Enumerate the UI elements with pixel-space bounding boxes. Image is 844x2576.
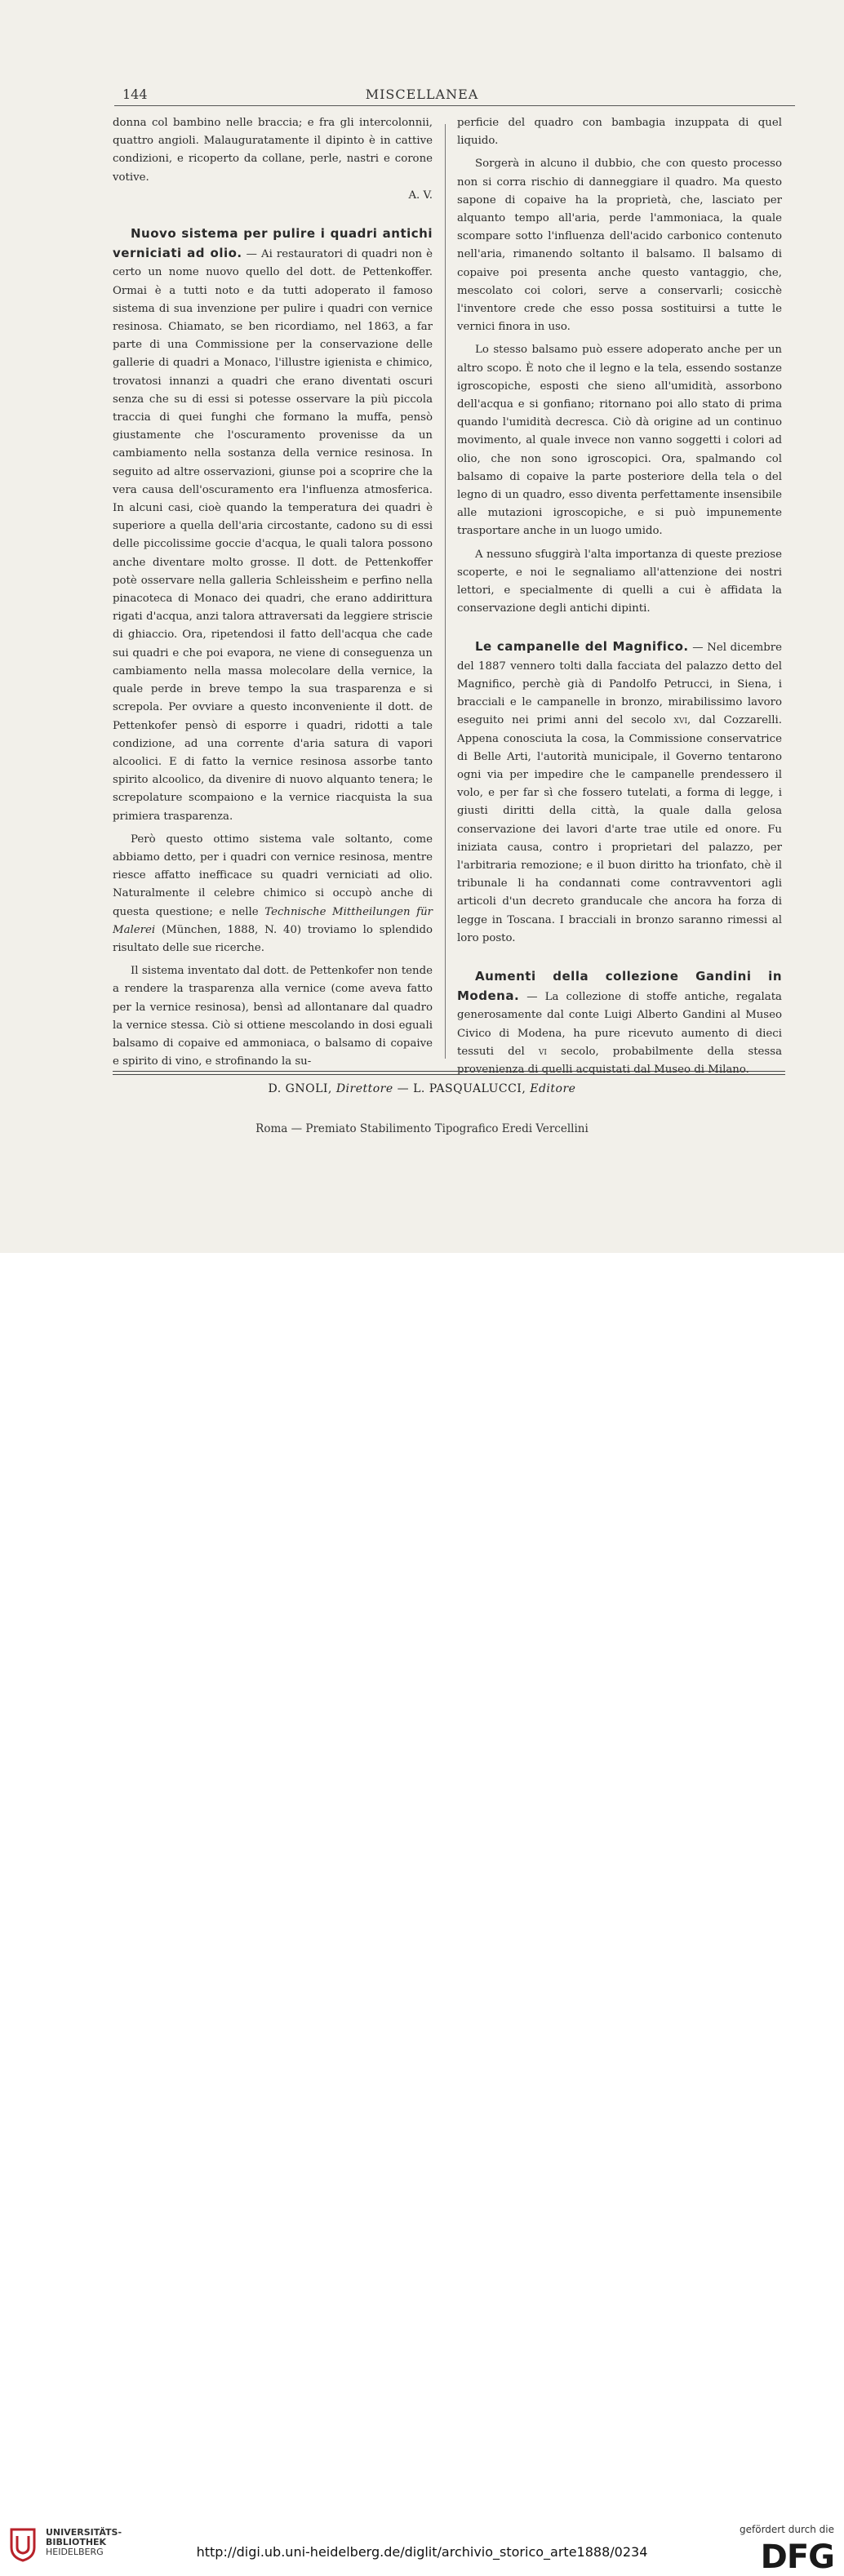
paragraph: perficie del quadro con bambagia inzuppata di quel liquido.: [457, 117, 782, 148]
article-title: Le campanelle del Magnifico.: [475, 639, 689, 655]
running-head: MISCELLANEA: [365, 87, 479, 102]
paragraph: Lo stesso balsamo può essere adoperato anche per un altro scopo. È noto che il legno e la tela, essendo sostanze igroscopiche, esposti che sieno all'umidità, assorbono dell'acqua e si gonfiano; ritornano poi allo stato di prima quando l'umidità decresca. Ciò dà origine ad un continuo movimento, al quale invece non vanno soggetti i colori ad olio, che non sono igroscopici. Ora, spalmando col balsamo di copaive la parte posteriore della tela o del legno di un quadro, esso diventa perfettamente insensibile alle mutazioni igroscopiche, e si può impunemente trasportare anche in un luogo umido.: [457, 344, 782, 538]
printer-imprint: Roma — Premiato Stabilimento Tipografico Eredi Vercellini: [255, 1122, 589, 1135]
library-name: UNIVERSITÄTS- BIBLIOTHEK HEIDELBERG: [46, 2527, 122, 2557]
source-url-link[interactable]: http://digi.ub.uni-heidelberg.de/diglit/archivio_storico_arte1888/0234: [196, 2544, 648, 2560]
paragraph: donna col bambino nelle braccia; e fra gli intercolonnii, quattro angioli. Malauguratamente il dipinto è in cattive condizioni, e ricoperto da collane, perle, nastri e corone votive. A. V.: [113, 114, 433, 205]
article-gandini: Aumenti della collezione Gandini in Modena. — La collezione di stoffe antiche, regalata generosamente dal conte Luigi Alberto Gandini al Museo Civico di Modena, ha pure ricevuto aumento di dieci tessuti del vi secolo, probabilmente della stessa provenienza di quelli acquistati dal Museo di Milano.: [457, 968, 782, 1076]
paragraph: Il sistema inventato dal dott. de Pettenkofer non tende a rendere la trasparenza alla vernice (come aveva fatto per la vernice resinosa), bensì ad allontanare dal quadro la vernice stessa. Ciò si ottiene mescolando in dosi eguali balsamo di copaive ed ammoniaca, o balsamo di copaive e spirito di vino, e strofinando la su-: [113, 965, 433, 1068]
article-campanelle: Le campanelle del Magnifico. — Nel dicembre del 1887 vennero tolti dalla facciata del palazzo detto del Magnifico, perchè già di Pandolfo Petrucci, in Siena, i bracciali e le campanelle in bronzo, mirabilissimo lavoro eseguito nei primi anni del secolo xvi, dal Cozzarelli. Appena conosciuta la cosa, la Commissione conservatrice di Belle Arti, l'autorità municipale, il Governo tentarono ogni via per impedire che le campanelle prendessero il volo, e per far sì che fossero tutelati, a forma di legge, i giusti diritti della città, la quale dalla gelosa conservazione dei lavori d'arte trae utile ed onore. Fu iniziata causa, contro i proprietari del palazzo, per l'arbitraria remozione; e il buon diritto ha trionfato, chè il tribunale li ha condannati come contravventori agli articoli d'un decreto granducale che ancora ha forza di legge in Toscana. I bracciali in bronzo saranno rimessi al loro posto.: [457, 639, 783, 944]
paragraph: Sorgerà in alcuno il dubbio, che con questo processo non si corra rischio di danneggiare il quadro. Ma questo sapone di copaive ha la proprietà, che, lasciato per alquanto tempo all'aria, perde l'ammoniaca, la quale scompare sotto l'influenza dell'acido carbonico contenuto nell'aria, rimanendo soltanto il balsamo. Il balsamo di copaive poi presenta anche questo vantaggio, che, mescolato coi colori, serve a conservarli; cosicchè l'inventore crede che esso possa sostituirsi a tutte le vernici finora in uso.: [457, 158, 782, 334]
article-title: Nuovo sistema per pulire i quadri antichi verniciati ad olio.: [113, 226, 433, 261]
footer-rule: [113, 1074, 785, 1075]
article-title: Aumenti della collezione Gandini in Modena.: [457, 968, 782, 1004]
scanned-page: [0, 0, 844, 1253]
dfg-logo-icon: DFG: [760, 2538, 834, 2576]
article-nuovo-sistema: Nuovo sistema per pulire i quadri antichi verniciati ad olio. — Ai restauratori di quadri non è certo un nome nuovo quello del dott. de Pettenkoffer. Ormai è a tutti noto e da tutti adoperato il famoso sistema di sua invenzione per pulire i quadri con vernice resinosa. Chiamato, se ben ricordiamo, nel 1863, a far parte di una Commissione per la conservazione delle gallerie di quadri a Monaco, l'illustre igienista e chimico, trovatosi innanzi a quadri che erano diventati oscuri senza che su di essi si potesse osservare la più piccola traccia di quei funghi che formano la muffa, pensò giustamente che l'oscuramento provenisse da un cambiamento nella sostanza della vernice resinosa. In seguito ad altre osservazioni, giunse poi a scoprire che la vera causa dell'oscuramento era l'influenza atmosferica. In alcuni casi, cioè quando la temperatura dei quadri è superiore a quella dell'aria circostante, cadono su di essi delle piccolissime goccie d'acqua, le quali talora possono anche diventare molto grosse. Il dott. de Pettenkoffer potè osservare nella galleria Schleissheim e perfino nella pinacoteca di Monaco dei quadri, che erano addirittura rigati d'acqua, anzi talora attraversati da leggiere striscie di ghiaccio. Ora, ripetendosi il fatto dell'acqua che cade sui quadri e che poi evapora, ne viene di conseguenza un cambiamento nella massa molecolare della vernice, la quale perde in breve tempo la sua trasparenza e si screpola. Per ovviare a questo inconveniente il dott. de Pettenkofer pensò di esporre i quadri, ridotti a tale condizione, ad una corrente d'aria satura di vapori alcoolici. E di fatto la vernice resinosa assorbe tanto spirito alcoolico, da divenire di nuovo alquanto tenera; le screpolature scompaiono e la vernice riacquista la sua primiera trasparenza.: [113, 226, 433, 823]
page-number: 144: [122, 87, 148, 102]
publication-title: Technische Mittheilungen für Malerei: [113, 905, 433, 936]
column-divider: [445, 124, 446, 1059]
footer-rule: [113, 1071, 785, 1072]
digitization-banner: [0, 1253, 844, 2576]
funding-note: gefördert durch die: [740, 2524, 834, 2535]
header-rule: [114, 105, 795, 106]
left-column: [113, 114, 433, 1076]
editors-line: D. GNOLI, Direttore — L. PASQUALUCCI, Editore: [268, 1082, 576, 1095]
signature: A. V.: [408, 189, 433, 202]
paragraph: Però questo ottimo sistema vale soltanto, come abbiamo detto, per i quadri con vernice resinosa, mentre riesce affatto inefficace su quadri verniciati ad olio. Naturalmente il celebre chimico si occupò anche di questa questione; e nelle Technische Mittheilungen für Malerei (München, 1888, N. 40) troviamo lo splendido risultato delle sue ricerche.: [113, 833, 433, 954]
right-column: [457, 114, 782, 1084]
paragraph: A nessuno sfuggirà l'alta importanza di queste preziose scoperte, e noi le segnaliamo all'attenzione dei nostri lettori, e specialmente di quelli a cui è affidata la conservazione degli antichi dipinti.: [457, 548, 782, 615]
